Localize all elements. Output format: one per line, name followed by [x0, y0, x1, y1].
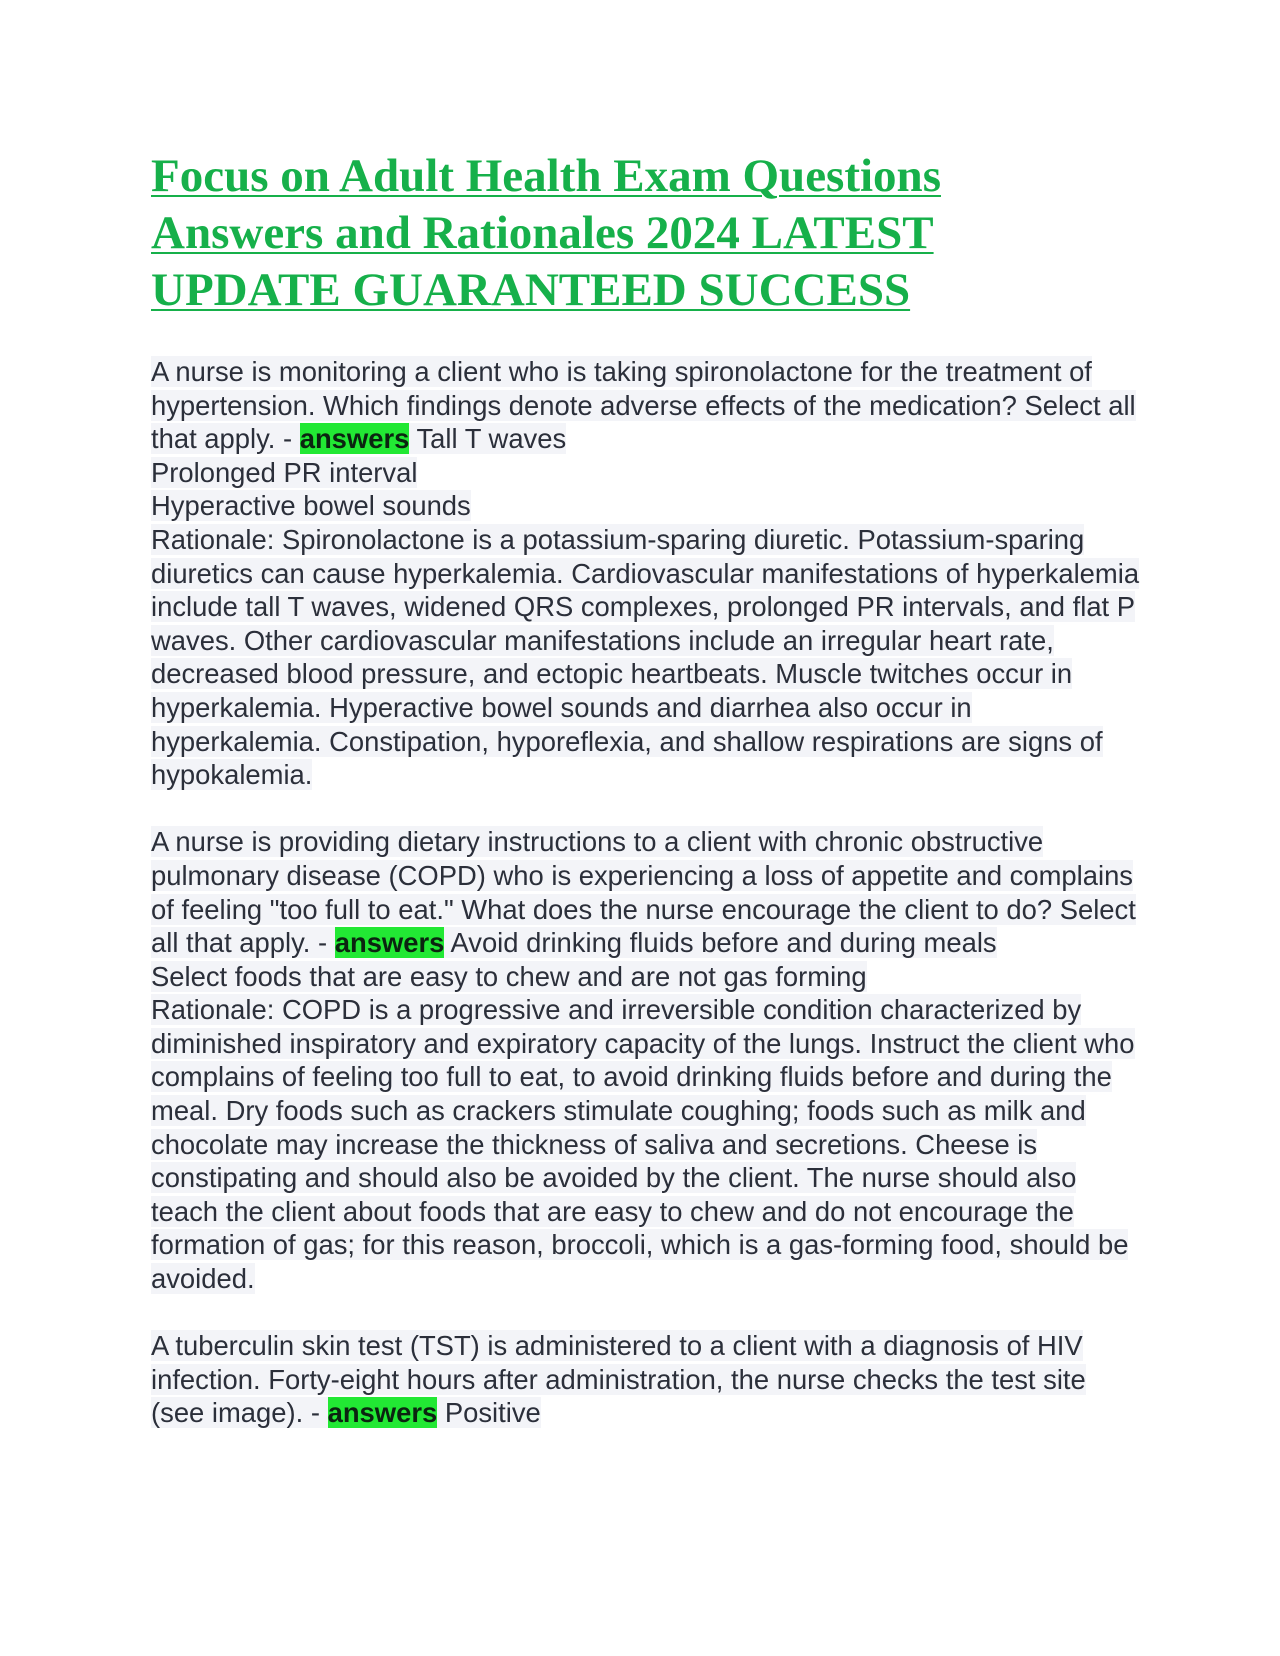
answer-text: Avoid drinking fluids before and during meals [450, 927, 997, 959]
answer-line [151, 489, 1141, 523]
answer-line [151, 456, 1141, 490]
qa-item [151, 825, 1141, 1295]
question-paragraph [151, 1329, 1141, 1430]
title-line: UPDATE GUARANTEED SUCCESS [151, 264, 911, 316]
title-line: Answers and Rationales 2024 LATEST [151, 207, 934, 259]
answer-text: Prolonged PR interval [151, 456, 418, 488]
question-text: A tuberculin skin test (TST) is administered to a client with a diagnosis of HIV infection. Forty-eight hours after administration, the nurse checks the test site (see image). - [151, 1330, 1086, 1429]
rationale-text: Rationale: COPD is a progressive and irreversible condition characterized by diminished inspiratory and expiratory capacity of the lungs. Instruct the client who complains of feeling too full to eat, to avoid drinking fluids before and during the meal. Dry foods such as crackers stimulate coughing; foods such as milk and chocolate may increase the thickness of saliva and secretions. Cheese is constipating and should also be avoided by the client. The nurse should also teach the client about foods that are easy to chew and do not encourage the formation of gas; for this reason, broccoli, which is a gas-forming food, should be avoided. [151, 994, 1135, 1295]
answers-tag: answers [299, 423, 410, 455]
answer-line [151, 960, 1141, 994]
question-text: A nurse is providing dietary instructions to a client with chronic obstructive pulmonary disease (COPD) who is experiencing a loss of appetite and complains of feeling "too full to eat." What does the nurse encourage the client to do? Select all that apply. - [151, 826, 1136, 959]
question-paragraph [151, 355, 1141, 456]
answers-tag: answers [334, 927, 445, 959]
title-line: Focus on Adult Health Exam Questions [151, 150, 941, 202]
qa-item [151, 1329, 1141, 1430]
question-paragraph [151, 825, 1141, 959]
answer-text: Hyperactive bowel sounds [151, 490, 471, 522]
rationale-text: Rationale: Spironolactone is a potassium-sparing diuretic. Potassium-sparing diuretics can cause hyperkalemia. Cardiovascular manifestations of hyperkalemia include tall T waves, widened QRS complexes, prolonged PR intervals, and flat P waves. Other cardiovascular manifestations include an irregular heart rate, decreased blood pressure, and ectopic heartbeats. Muscle twitches occur in hyperkalemia. Hyperactive bowel sounds and diarrhea also occur in hyperkalemia. Constipation, hyporeflexia, and shallow respirations are signs of hypokalemia. [151, 523, 1140, 791]
document-title [151, 148, 1141, 319]
document-page [151, 148, 1141, 1430]
answer-text: Select foods that are easy to chew and are not gas forming [151, 960, 867, 992]
answer-text: Positive [444, 1397, 541, 1429]
qa-item [151, 355, 1141, 792]
rationale-paragraph [151, 993, 1141, 1295]
qa-list [151, 355, 1141, 1430]
answer-text: Tall T waves [416, 423, 567, 455]
rationale-paragraph [151, 523, 1141, 792]
question-text: A nurse is monitoring a client who is taking spironolactone for the treatment of hypertension. Which findings denote adverse effects of the medication? Select all that apply. - [151, 356, 1136, 455]
answers-tag: answers [327, 1397, 438, 1429]
